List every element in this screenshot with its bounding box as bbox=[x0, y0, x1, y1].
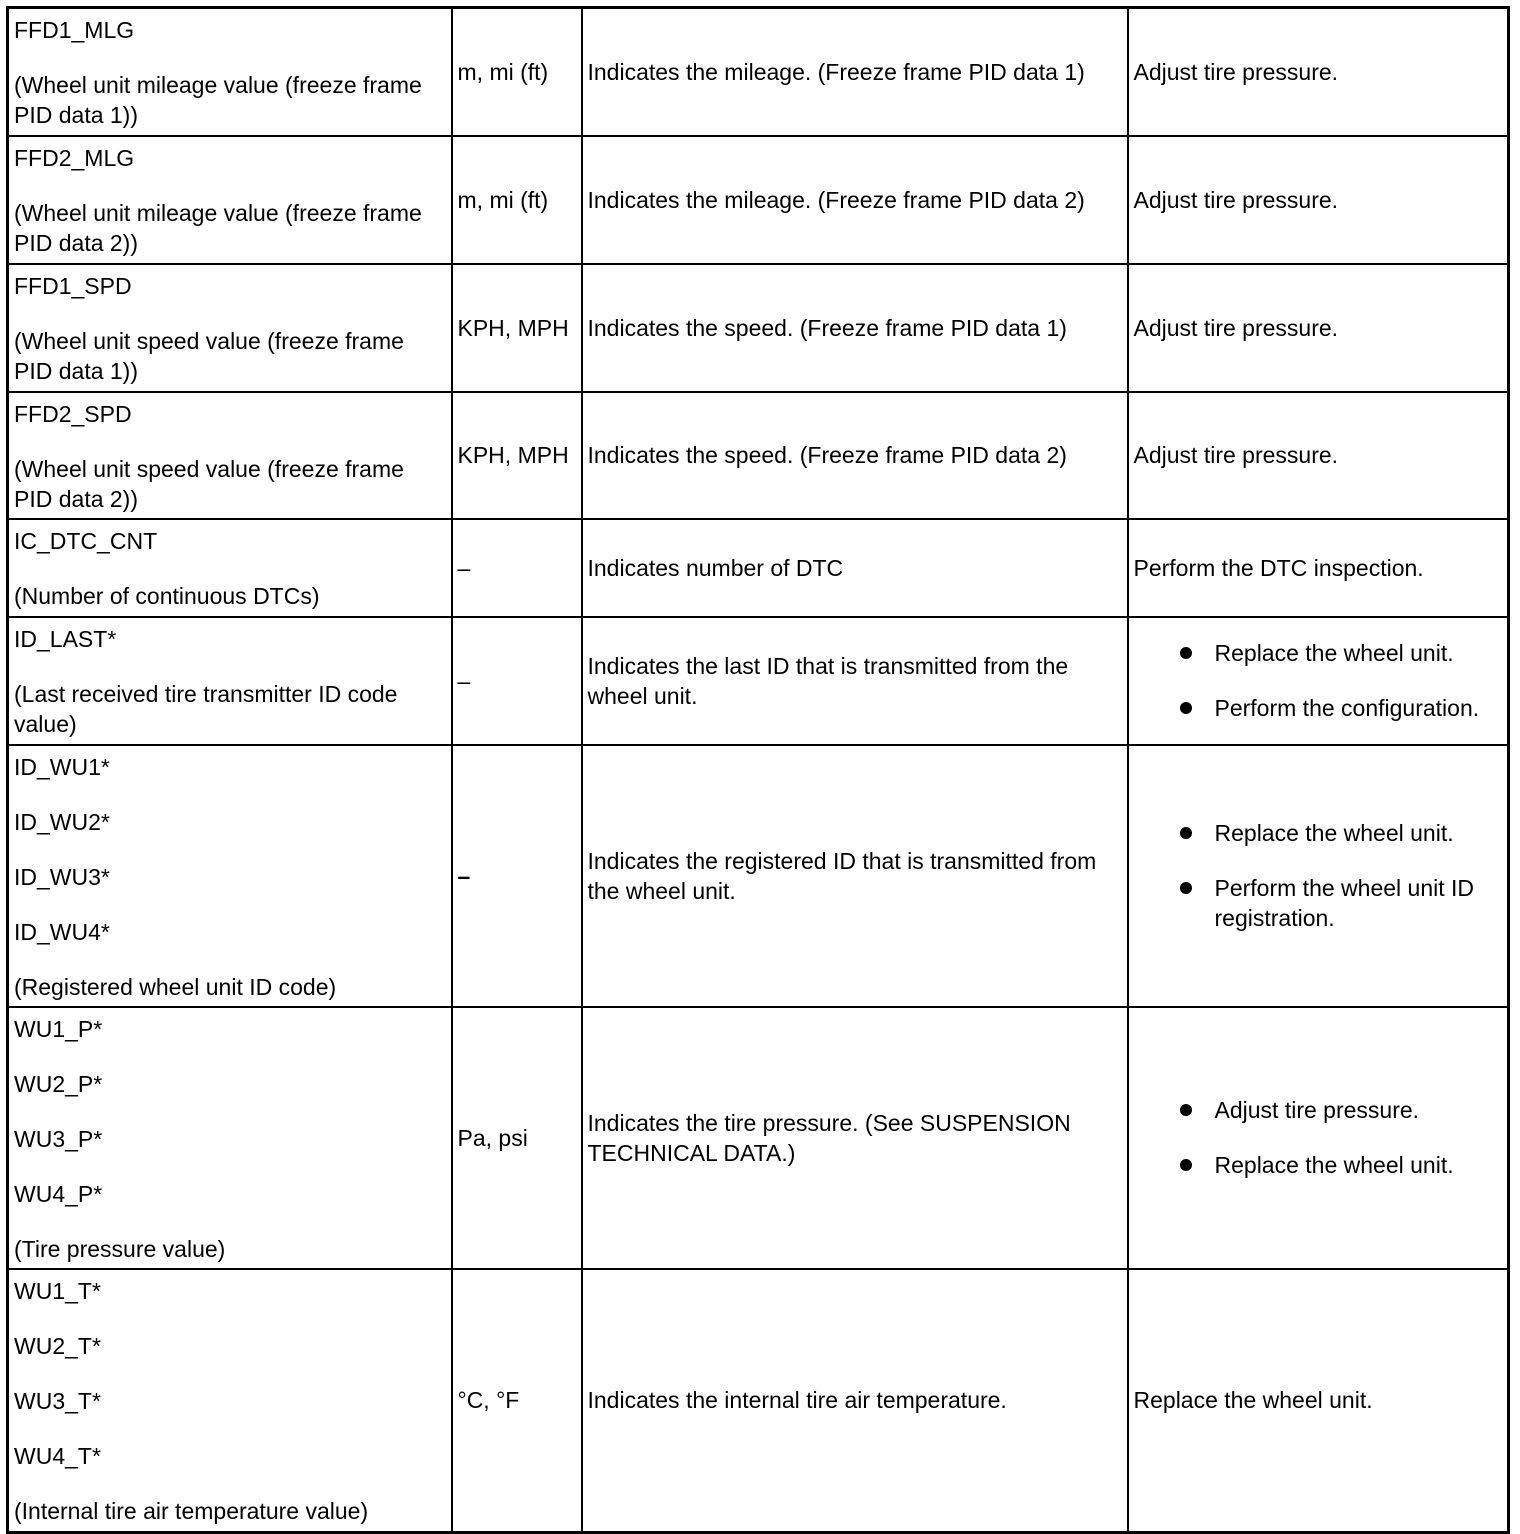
pid-name-cell bbox=[8, 617, 452, 745]
pid-description: (Wheel unit mileage value (freeze frame PID data 1)) bbox=[14, 72, 422, 128]
pid-name: FFD1_SPD bbox=[14, 272, 132, 299]
action-cell: Perform the DTC inspection. bbox=[1128, 519, 1509, 617]
pid-name: FFD2_MLG bbox=[14, 144, 135, 171]
pid-name: WU2_P* bbox=[14, 1070, 103, 1097]
action-item bbox=[1180, 638, 1503, 668]
pid-name: WU2_T* bbox=[14, 1332, 101, 1359]
pid-name: WU1_P* bbox=[14, 1015, 103, 1042]
pid-name: FFD2_SPD bbox=[14, 400, 132, 427]
action-text: Replace the wheel unit. bbox=[1214, 820, 1454, 846]
pid-name-cell bbox=[8, 264, 452, 392]
pid-name-cell bbox=[8, 392, 452, 519]
action-item bbox=[1180, 693, 1503, 723]
condition-cell: Indicates number of DTC bbox=[582, 519, 1128, 617]
condition-cell: Indicates the mileage. (Freeze frame PID data 2) bbox=[582, 136, 1128, 264]
pid-description: (Last received tire transmitter ID code value) bbox=[14, 680, 398, 737]
pid-name: ID_WU1* bbox=[14, 753, 110, 780]
pid-description: (Registered wheel unit ID code) bbox=[14, 973, 337, 1000]
bullet-icon bbox=[1180, 1104, 1192, 1116]
pid-name-cell bbox=[8, 1007, 452, 1269]
unit-cell: KPH, MPH bbox=[452, 264, 582, 392]
unit-cell bbox=[452, 617, 582, 745]
condition-cell: Indicates the mileage. (Freeze frame PID data 1) bbox=[582, 8, 1128, 136]
pid-name-cell bbox=[8, 519, 452, 617]
pid-name: WU4_P* bbox=[14, 1180, 103, 1207]
pid-name-cell bbox=[8, 1269, 452, 1533]
unit-cell: °C, °F bbox=[452, 1269, 582, 1533]
unit-cell: KPH, MPH bbox=[452, 392, 582, 519]
action-list bbox=[1134, 638, 1503, 723]
pid-name: WU3_T* bbox=[14, 1387, 101, 1414]
action-cell: Adjust tire pressure. bbox=[1128, 8, 1509, 136]
bullet-icon bbox=[1180, 647, 1192, 659]
table-row bbox=[8, 1269, 1509, 1533]
unit-dash: – bbox=[457, 862, 471, 889]
table-row bbox=[8, 8, 1509, 136]
action-item bbox=[1180, 1150, 1503, 1180]
condition-cell: Indicates the registered ID that is transmitted from the wheel unit. bbox=[582, 745, 1128, 1007]
action-cell: Adjust tire pressure. bbox=[1128, 136, 1509, 264]
pid-table-body bbox=[8, 8, 1509, 1533]
pid-name: FFD1_MLG bbox=[14, 17, 135, 43]
bullet-icon bbox=[1180, 882, 1192, 894]
unit-cell: m, mi (ft) bbox=[452, 136, 582, 264]
condition-cell: Indicates the speed. (Freeze frame PID data 2) bbox=[582, 392, 1128, 519]
action-list bbox=[1134, 1095, 1503, 1180]
table-row bbox=[8, 136, 1509, 264]
table-row bbox=[8, 1007, 1509, 1269]
table-row bbox=[8, 745, 1509, 1007]
pid-name: WU4_T* bbox=[14, 1442, 101, 1469]
unit-cell bbox=[452, 745, 582, 1007]
pid-name: ID_WU2* bbox=[14, 808, 110, 835]
pid-name: ID_WU3* bbox=[14, 863, 110, 890]
action-cell: Adjust tire pressure. bbox=[1128, 264, 1509, 392]
action-text: Replace the wheel unit. bbox=[1214, 640, 1454, 666]
unit-cell bbox=[452, 519, 582, 617]
action-text: Adjust tire pressure. bbox=[1214, 1097, 1420, 1123]
action-cell: Adjust tire pressure. bbox=[1128, 392, 1509, 519]
pid-description: (Wheel unit speed value (freeze frame PID data 2)) bbox=[14, 455, 404, 512]
action-item bbox=[1180, 818, 1503, 848]
table-row bbox=[8, 519, 1509, 617]
pid-description: (Internal tire air temperature value) bbox=[14, 1497, 369, 1524]
condition-cell: Indicates the speed. (Freeze frame PID data 1) bbox=[582, 264, 1128, 392]
bullet-icon bbox=[1180, 1159, 1192, 1171]
pid-description: (Wheel unit mileage value (freeze frame PID data 2)) bbox=[14, 199, 422, 256]
action-text: Perform the configuration. bbox=[1214, 695, 1480, 721]
pid-description: (Tire pressure value) bbox=[14, 1235, 226, 1262]
action-cell bbox=[1128, 745, 1509, 1007]
unit-dash: – bbox=[457, 554, 471, 581]
pid-name: WU3_P* bbox=[14, 1125, 103, 1152]
unit-dash: – bbox=[457, 667, 471, 694]
table-row bbox=[8, 617, 1509, 745]
action-text: Perform the wheel unit ID registration. bbox=[1214, 875, 1475, 931]
action-cell bbox=[1128, 617, 1509, 745]
pid-name-cell bbox=[8, 136, 452, 264]
unit-cell: Pa, psi bbox=[452, 1007, 582, 1269]
unit-cell: m, mi (ft) bbox=[452, 8, 582, 136]
table-row bbox=[8, 392, 1509, 519]
pid-name: ID_WU4* bbox=[14, 918, 110, 945]
condition-cell: Indicates the internal tire air temperature. bbox=[582, 1269, 1128, 1533]
pid-name: IC_DTC_CNT bbox=[14, 527, 158, 554]
pid-monitor-table bbox=[6, 6, 1510, 1534]
pid-description: (Wheel unit speed value (freeze frame PID data 1)) bbox=[14, 327, 404, 384]
bullet-icon bbox=[1180, 827, 1192, 839]
bullet-icon bbox=[1180, 702, 1192, 714]
action-text: Replace the wheel unit. bbox=[1214, 1152, 1454, 1178]
action-cell: Replace the wheel unit. bbox=[1128, 1269, 1509, 1533]
action-item bbox=[1180, 1095, 1503, 1125]
table-row bbox=[8, 264, 1509, 392]
pid-name: WU1_T* bbox=[14, 1277, 101, 1304]
condition-cell: Indicates the tire pressure. (See SUSPENSION TECHNICAL DATA.) bbox=[582, 1007, 1128, 1269]
action-item bbox=[1180, 873, 1503, 933]
pid-name-cell bbox=[8, 8, 452, 136]
action-list bbox=[1134, 818, 1503, 933]
pid-description: (Number of continuous DTCs) bbox=[14, 582, 320, 609]
action-cell bbox=[1128, 1007, 1509, 1269]
pid-name: ID_LAST* bbox=[14, 625, 117, 652]
pid-name-cell bbox=[8, 745, 452, 1007]
condition-cell: Indicates the last ID that is transmitted from the wheel unit. bbox=[582, 617, 1128, 745]
